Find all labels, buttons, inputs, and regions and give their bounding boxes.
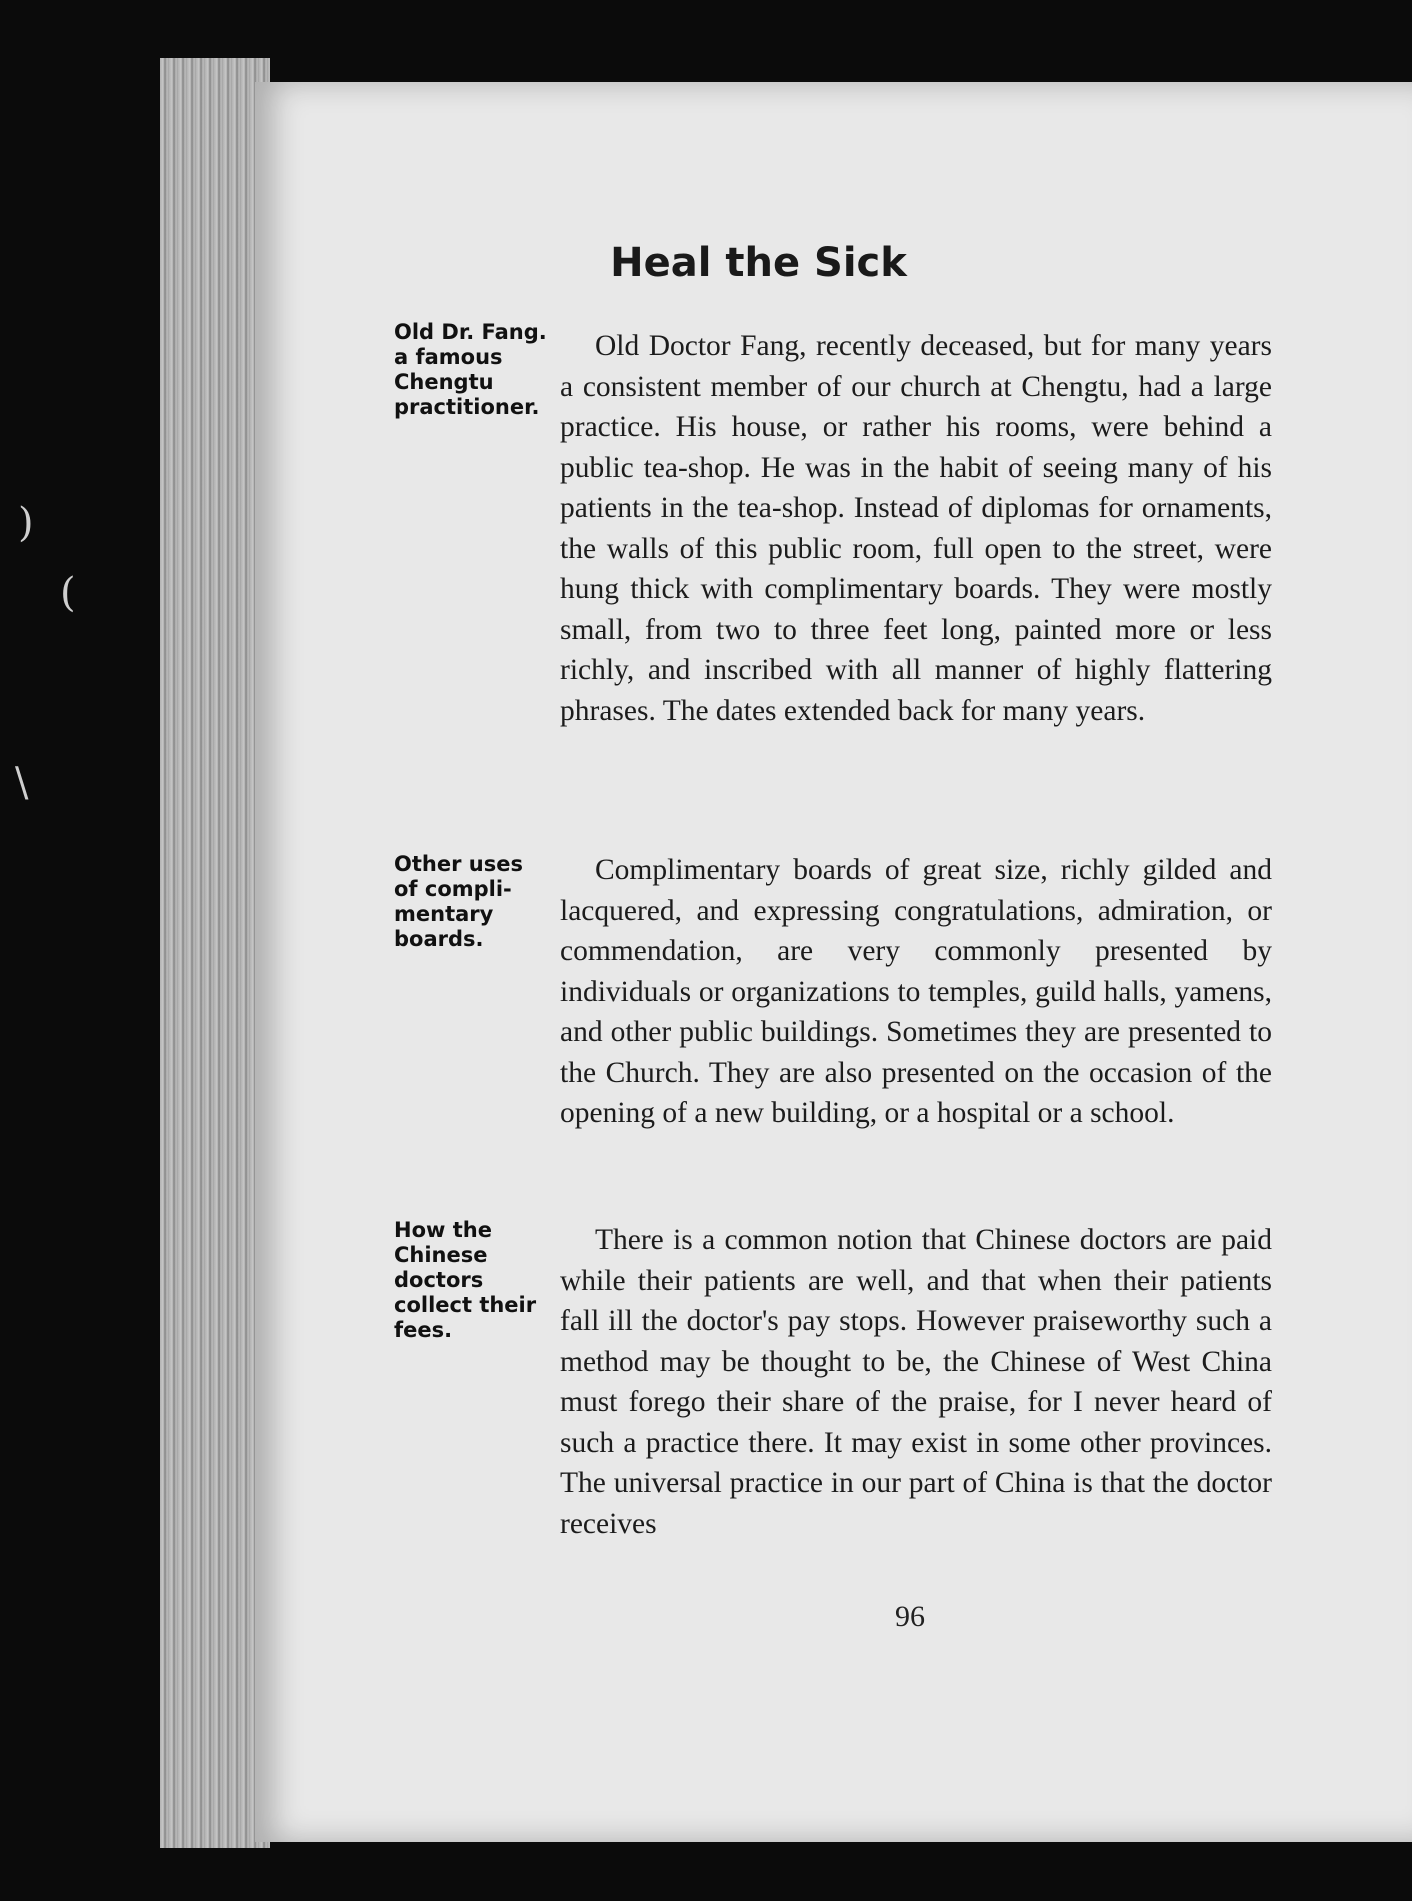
paragraph-complimentary-boards: Complimentary boards of great size, richly gilded and lacquered, and expressing congratulations, admiration, or commendation, are very commonly presented by individuals or organizations to temples, guild halls, yamens, and other public buildings. Sometimes they are presented to the Church. They are also presented on the occasion of the opening of a new building, or a hospital or a school.	[560, 854, 1272, 1129]
chapter-title: Heal the Sick	[610, 240, 907, 286]
page-number: 96	[895, 1600, 925, 1633]
scan-artifact-mark: \	[15, 760, 29, 806]
scan-artifact-mark: (	[60, 570, 76, 616]
paragraph-doctors-fees: There is a common notion that Chinese doctors are paid while their patients are well, and that when their patients fall ill the doctor's pay stops. However praiseworthy such a method may be thought to be, the Chinese of West China must forego their share of the praise, for I never heard of such a practice there. It may exist in some other provinces. The universal practice in our part of China is that the doctor receives	[560, 1224, 1272, 1540]
paragraph-dr-fang: Old Doctor Fang, recently deceased, but for many years a consistent member of our church at Chengtu, had a large practice. His house, or rather his rooms, were behind a public tea-shop. He was in the habit of seeing many of his patients in the tea-shop. Instead of diplomas for ornaments, the walls of this public room, full open to the street, were hung thick with complimentary boards. They were mostly small, from two to three feet long, painted more or less richly, and inscribed with all manner of highly flattering phrases. The dates extended back for many years.	[560, 330, 1272, 727]
sidenote-complimentary-boards: Other uses of compli- mentary boards.	[394, 852, 523, 951]
sidenote-doctors-fees: How the Chinese doctors collect their fees.	[394, 1218, 537, 1342]
sidenote-old-dr-fang: Old Dr. Fang. a famous Chengtu practitioner.	[394, 320, 547, 419]
book-page-edges	[160, 58, 270, 1848]
scan-artifact-mark: )	[18, 500, 34, 546]
